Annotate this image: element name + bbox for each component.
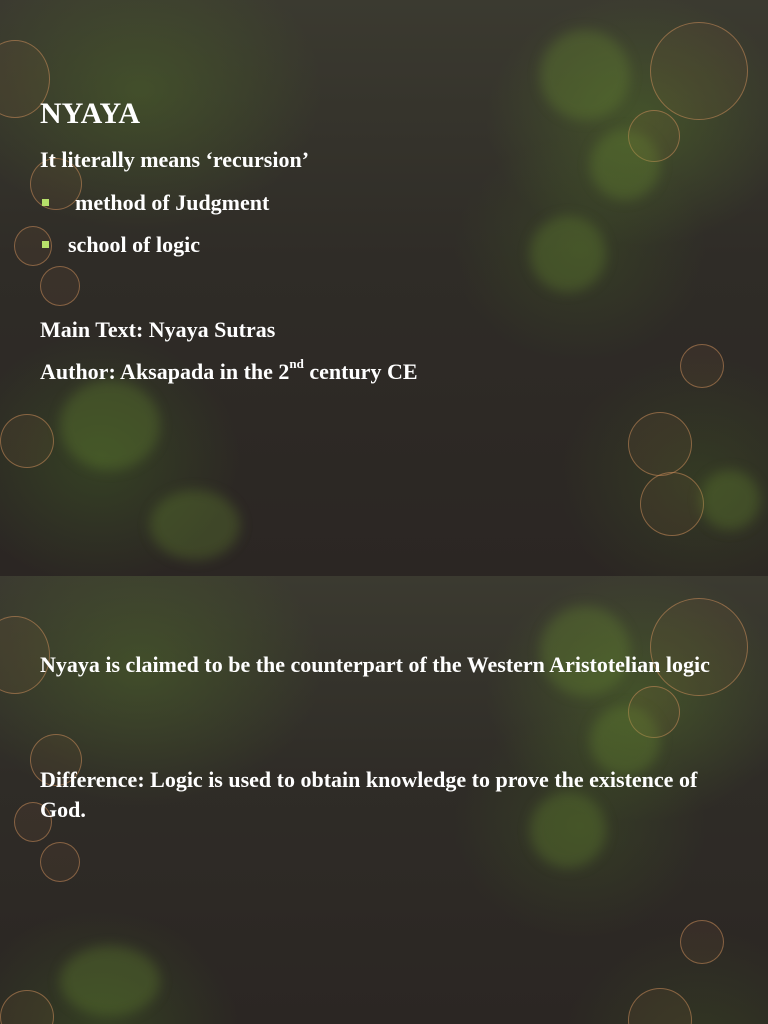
- bokeh-blob: [530, 216, 606, 292]
- intro-line: It literally means ‘recursion’: [40, 147, 310, 172]
- slide-nyaya-comparison: [0, 576, 768, 1024]
- bokeh-circle: [40, 266, 80, 306]
- bokeh-circle: [628, 988, 692, 1024]
- bokeh-circle: [0, 990, 54, 1024]
- bokeh-circle: [40, 842, 80, 882]
- bokeh-circle: [650, 22, 748, 120]
- main-text-line: Main Text: Nyaya Sutras: [40, 317, 276, 342]
- bokeh-blob: [60, 380, 160, 470]
- bokeh-circle: [0, 414, 54, 468]
- author-prefix: Author: Aksapada in the 2: [40, 359, 290, 384]
- bokeh-blob: [60, 946, 160, 1016]
- counterpart-paragraph: Nyaya is claimed to be the counterpart of the Western Aristotelian logic: [40, 652, 710, 677]
- bokeh-blob: [150, 490, 240, 560]
- square-bullet-icon: [42, 241, 49, 248]
- difference-paragraph: Difference: Logic is used to obtain knowledge to prove the existence of God.: [40, 767, 698, 822]
- slide-title: NYAYA: [40, 97, 141, 130]
- bokeh-circle: [680, 920, 724, 964]
- author-superscript: nd: [289, 356, 304, 371]
- author-line: [40, 358, 418, 386]
- bokeh-blob: [540, 30, 630, 120]
- bokeh-circle: [640, 472, 704, 536]
- bullet-text: school of logic: [68, 232, 200, 257]
- bokeh-circle: [650, 598, 748, 696]
- square-bullet-icon: [42, 199, 49, 206]
- author-suffix: century CE: [303, 359, 418, 384]
- bokeh-circle: [628, 412, 692, 476]
- bokeh-circle: [680, 344, 724, 388]
- bokeh-circle: [628, 686, 680, 738]
- bokeh-blob: [700, 470, 760, 530]
- bokeh-circle: [628, 110, 680, 162]
- bokeh-blob: [590, 130, 660, 200]
- bullet-text: method of Judgment: [75, 190, 270, 215]
